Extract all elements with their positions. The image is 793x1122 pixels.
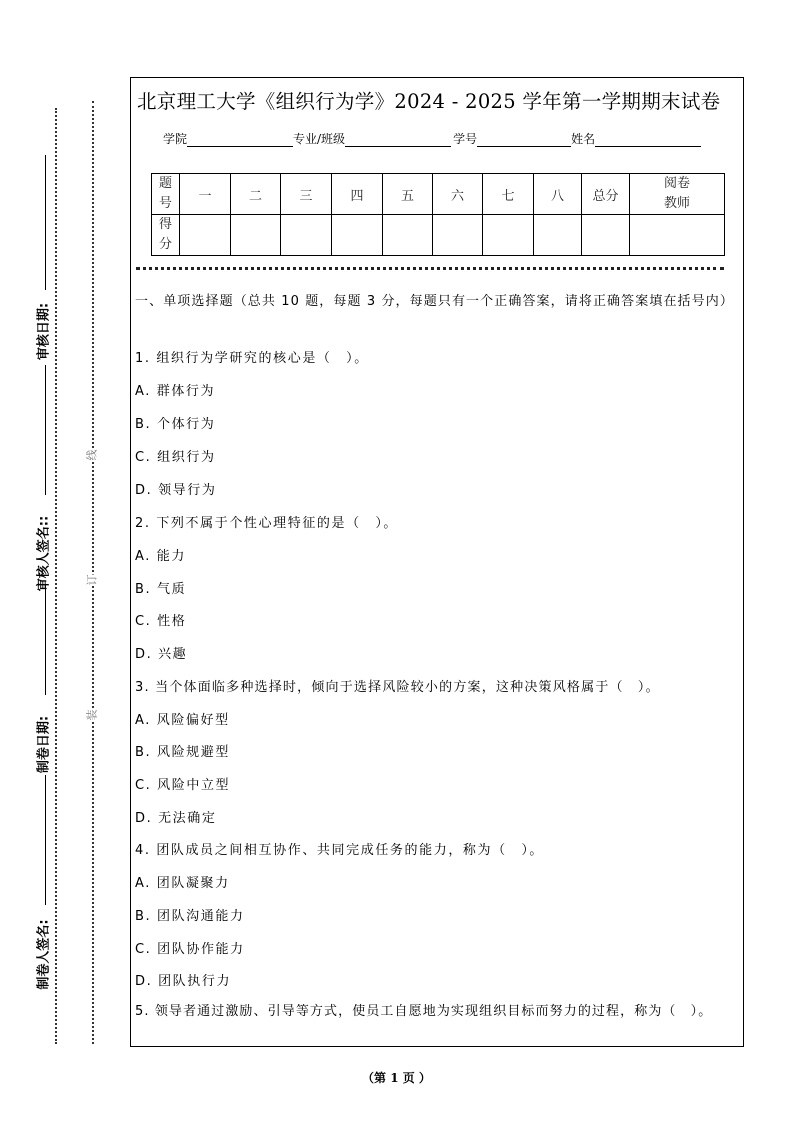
binding-dotted-line-inner <box>55 108 57 1044</box>
review-date-signature-line <box>45 155 46 290</box>
name-label: 姓名 <box>571 132 596 146</box>
column-header: 五 <box>383 174 433 215</box>
student-id-field[interactable] <box>477 132 571 147</box>
question-stem: 1. 组织行为学研究的核心是（ ）。 <box>135 351 369 366</box>
student-id-label: 学号 <box>453 132 478 146</box>
review-date-label: 审核日期: <box>36 302 52 361</box>
score-cell[interactable] <box>383 215 433 256</box>
score-cell[interactable] <box>281 215 332 256</box>
column-header: 一 <box>180 174 231 215</box>
option-item[interactable]: A. 团队凝聚力 <box>135 876 230 891</box>
column-header: 七 <box>483 174 534 215</box>
student-info-row <box>163 130 701 147</box>
score-cell[interactable] <box>231 215 281 256</box>
grader-header: 阅卷教师 <box>630 174 725 215</box>
score-table <box>151 173 725 256</box>
column-header: 八 <box>534 174 582 215</box>
name-field[interactable] <box>595 132 701 147</box>
maker-signature-line <box>45 775 46 905</box>
option-item[interactable]: D. 兴趣 <box>135 647 188 662</box>
maker-date-label: 制卷日期: <box>36 715 52 774</box>
option-item[interactable]: B. 风险规避型 <box>135 745 230 760</box>
option-item[interactable]: B. 团队沟通能力 <box>135 909 245 924</box>
score-table-score-row <box>152 215 725 256</box>
score-cell[interactable] <box>483 215 534 256</box>
option-item[interactable]: A. 群体行为 <box>135 384 216 399</box>
question-stem: 4. 团队成员之间相互协作、共同完成任务的能力，称为（ ）。 <box>135 843 545 858</box>
question-number-header: 题号 <box>152 174 180 215</box>
option-item[interactable]: D. 无法确定 <box>135 811 217 826</box>
college-field[interactable] <box>187 132 293 147</box>
maker-signature-label: 制卷人签名: <box>36 919 52 990</box>
cut-mark-fold: 装 <box>85 709 99 721</box>
option-item[interactable]: A. 风险偏好型 <box>135 713 230 728</box>
grader-cell[interactable] <box>630 215 725 256</box>
score-table-header-row <box>152 174 725 215</box>
maker-date-signature-line <box>45 585 46 695</box>
binding-dotted-line-outer <box>92 101 94 1044</box>
option-item[interactable]: C. 团队协作能力 <box>135 942 245 957</box>
cut-mark-bind: 订 <box>85 574 99 586</box>
section-heading: 一、单项选择题（总共 10 题，每题 3 分，每题只有一个正确答案，请将正确答案填在括号内） <box>135 294 734 309</box>
exam-title: 北京理工大学《组织行为学》2024 - 2025 学年第一学期期末试卷 <box>137 90 721 113</box>
score-cell[interactable] <box>180 215 231 256</box>
major-class-label: 专业/班级 <box>293 132 346 146</box>
score-cell[interactable] <box>433 215 483 256</box>
total-score-cell[interactable] <box>582 215 630 256</box>
column-header: 六 <box>433 174 483 215</box>
question-stem: 5. 领导者通过激励、引导等方式，使员工自愿地为实现组织目标而努力的过程，称为（ ）。 <box>135 1004 713 1019</box>
score-row-header: 得分 <box>152 215 180 256</box>
cut-mark-line: 线 <box>85 449 99 461</box>
page-number: （第 1 页 ） <box>362 1071 431 1085</box>
college-label: 学院 <box>163 132 188 146</box>
reviewer-signature-label: 审核人签名:: <box>36 515 52 592</box>
option-item[interactable]: D. 领导行为 <box>135 483 217 498</box>
question-stem: 2. 下列不属于个性心理特征的是（ ）。 <box>135 516 399 531</box>
total-score-header: 总分 <box>582 174 630 215</box>
major-class-field[interactable] <box>345 132 451 147</box>
option-item[interactable]: C. 性格 <box>135 614 187 629</box>
score-cell[interactable] <box>534 215 582 256</box>
option-item[interactable]: B. 气质 <box>135 582 187 597</box>
column-header: 三 <box>281 174 332 215</box>
score-cell[interactable] <box>332 215 383 256</box>
dotted-separator <box>136 267 724 270</box>
option-item[interactable]: D. 团队执行力 <box>135 974 232 989</box>
reviewer-signature-line <box>45 365 46 495</box>
column-header: 四 <box>332 174 383 215</box>
option-item[interactable]: B. 个体行为 <box>135 417 216 432</box>
column-header: 二 <box>231 174 281 215</box>
question-stem: 3. 当个体面临多种选择时，倾向于选择风险较小的方案，这种决策风格属于（ ）。 <box>135 680 660 695</box>
option-item[interactable]: C. 风险中立型 <box>135 778 231 793</box>
option-item[interactable]: A. 能力 <box>135 549 186 564</box>
option-item[interactable]: C. 组织行为 <box>135 450 216 465</box>
